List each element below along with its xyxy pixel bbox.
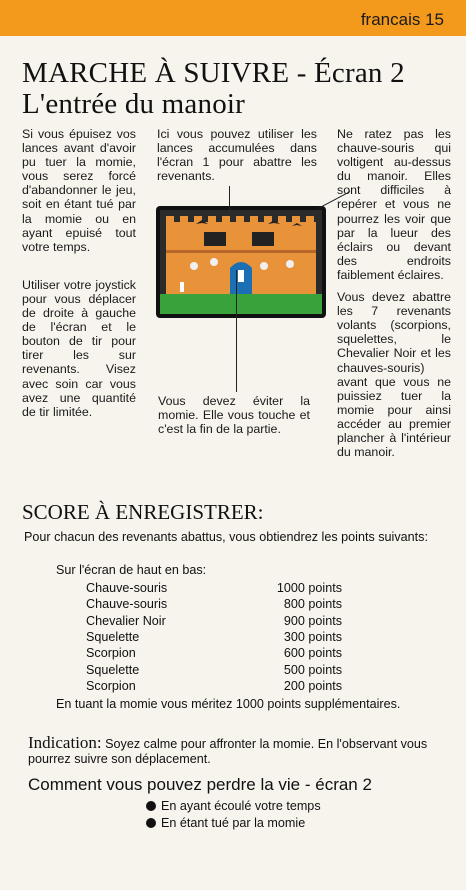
page-label: francais 15 bbox=[360, 10, 444, 29]
enemy-name: Chauve-souris bbox=[86, 597, 168, 612]
enemy-points: 1000 points bbox=[276, 581, 342, 596]
player-sprite bbox=[180, 282, 184, 292]
middle-column-bottom: Vous devez éviter la momie. Elle vous touche et c'est la fin de la partie. bbox=[158, 394, 310, 437]
score-table bbox=[86, 580, 342, 694]
score-subheading: Sur l'écran de haut en bas: bbox=[56, 563, 207, 577]
enemy-points: 300 points bbox=[283, 630, 342, 645]
enemy-name: Chauve-souris bbox=[86, 581, 168, 596]
title-line-2: L'entrée du manoir bbox=[22, 88, 246, 120]
mummy-sprite bbox=[238, 270, 244, 282]
enemy-points: 500 points bbox=[283, 662, 342, 677]
left-paragraph-2: Utiliser votre joystick pour vous déplacer de droite à gauche de l'écran et le bouton de tir pour tirer les sur revenants. Visez avec soin car vous avez une quantité de tir limitée. bbox=[22, 277, 136, 419]
right-column bbox=[337, 127, 451, 467]
table-row bbox=[86, 629, 342, 645]
enemy-points: 800 points bbox=[283, 597, 342, 612]
manor-illustration bbox=[160, 210, 322, 314]
score-heading: SCORE À ENREGISTRER: bbox=[22, 500, 264, 524]
title-line-1: MARCHE À SUIVRE - Écran 2 bbox=[22, 57, 405, 89]
table-row bbox=[86, 596, 342, 612]
list-item: En étant tué par la momie bbox=[146, 815, 321, 832]
enemy-points: 900 points bbox=[283, 613, 342, 628]
enemy-name: Chevalier Noir bbox=[86, 613, 166, 628]
hint-label: Indication: bbox=[28, 733, 102, 752]
hint-text: Soyez calme pour affronter la momie. En l'observant vous pourrez suivre son déplacement. bbox=[28, 737, 428, 766]
table-row bbox=[86, 645, 342, 661]
game-screenshot bbox=[156, 206, 326, 318]
enemy-points: 200 points bbox=[283, 678, 342, 693]
table-row bbox=[86, 661, 342, 677]
enemy-name: Squelette bbox=[86, 662, 140, 677]
table-row bbox=[86, 613, 342, 629]
bonus-text: En tuant la momie vous méritez 1000 points supplémentaires. bbox=[56, 697, 401, 711]
left-column bbox=[22, 127, 136, 427]
lose-life-heading: Comment vous pouvez perdre la vie - écran 2 bbox=[28, 775, 372, 794]
enemy-name: Scorpion bbox=[86, 646, 136, 661]
score-intro: Pour chacun des revenants abattus, vous obtiendrez les points suivants: bbox=[24, 530, 428, 544]
page-title bbox=[22, 58, 452, 120]
pointer-line-top bbox=[229, 186, 230, 210]
middle-column-top: Ici vous pouvez utiliser les lances accumulées dans l'écran 1 pour abattre les revenants. bbox=[157, 127, 317, 184]
table-row bbox=[86, 678, 342, 694]
right-paragraph-1: Ne ratez pas les chauve-souris qui voltigent au-dessus du manoir. Elles sont difficiles à repérer et vous ne pourrez les voir que par la lueur des éclairs ou devant des endroits faiblement éclaires. bbox=[337, 127, 451, 282]
hint-block bbox=[28, 735, 448, 767]
enemy-name: Scorpion bbox=[86, 678, 136, 693]
pointer-line-bottom bbox=[236, 270, 237, 392]
right-paragraph-2: Vous devez abattre les 7 revenants volants (scorpions, squelettes, le Chevalier Noir et les chauves-souris) avant que vous ne puissiez tuer la momie pour ainsi accéder au premier plancher à l'intérieur du manoir. bbox=[337, 290, 451, 460]
enemy-name: Squelette bbox=[86, 630, 140, 645]
enemy-points: 600 points bbox=[283, 646, 342, 661]
list-item: En ayant écoulé votre temps bbox=[146, 798, 321, 815]
lose-life-list bbox=[146, 798, 321, 832]
left-paragraph-1: Si vous épuisez vos lances avant d'avoir pu tuer la momie, vous serez forcé d'abandonner le jeu, soit en étant tué par la momie ou en ayant epuisé tout votre temps. bbox=[22, 127, 136, 254]
table-row bbox=[86, 580, 342, 596]
